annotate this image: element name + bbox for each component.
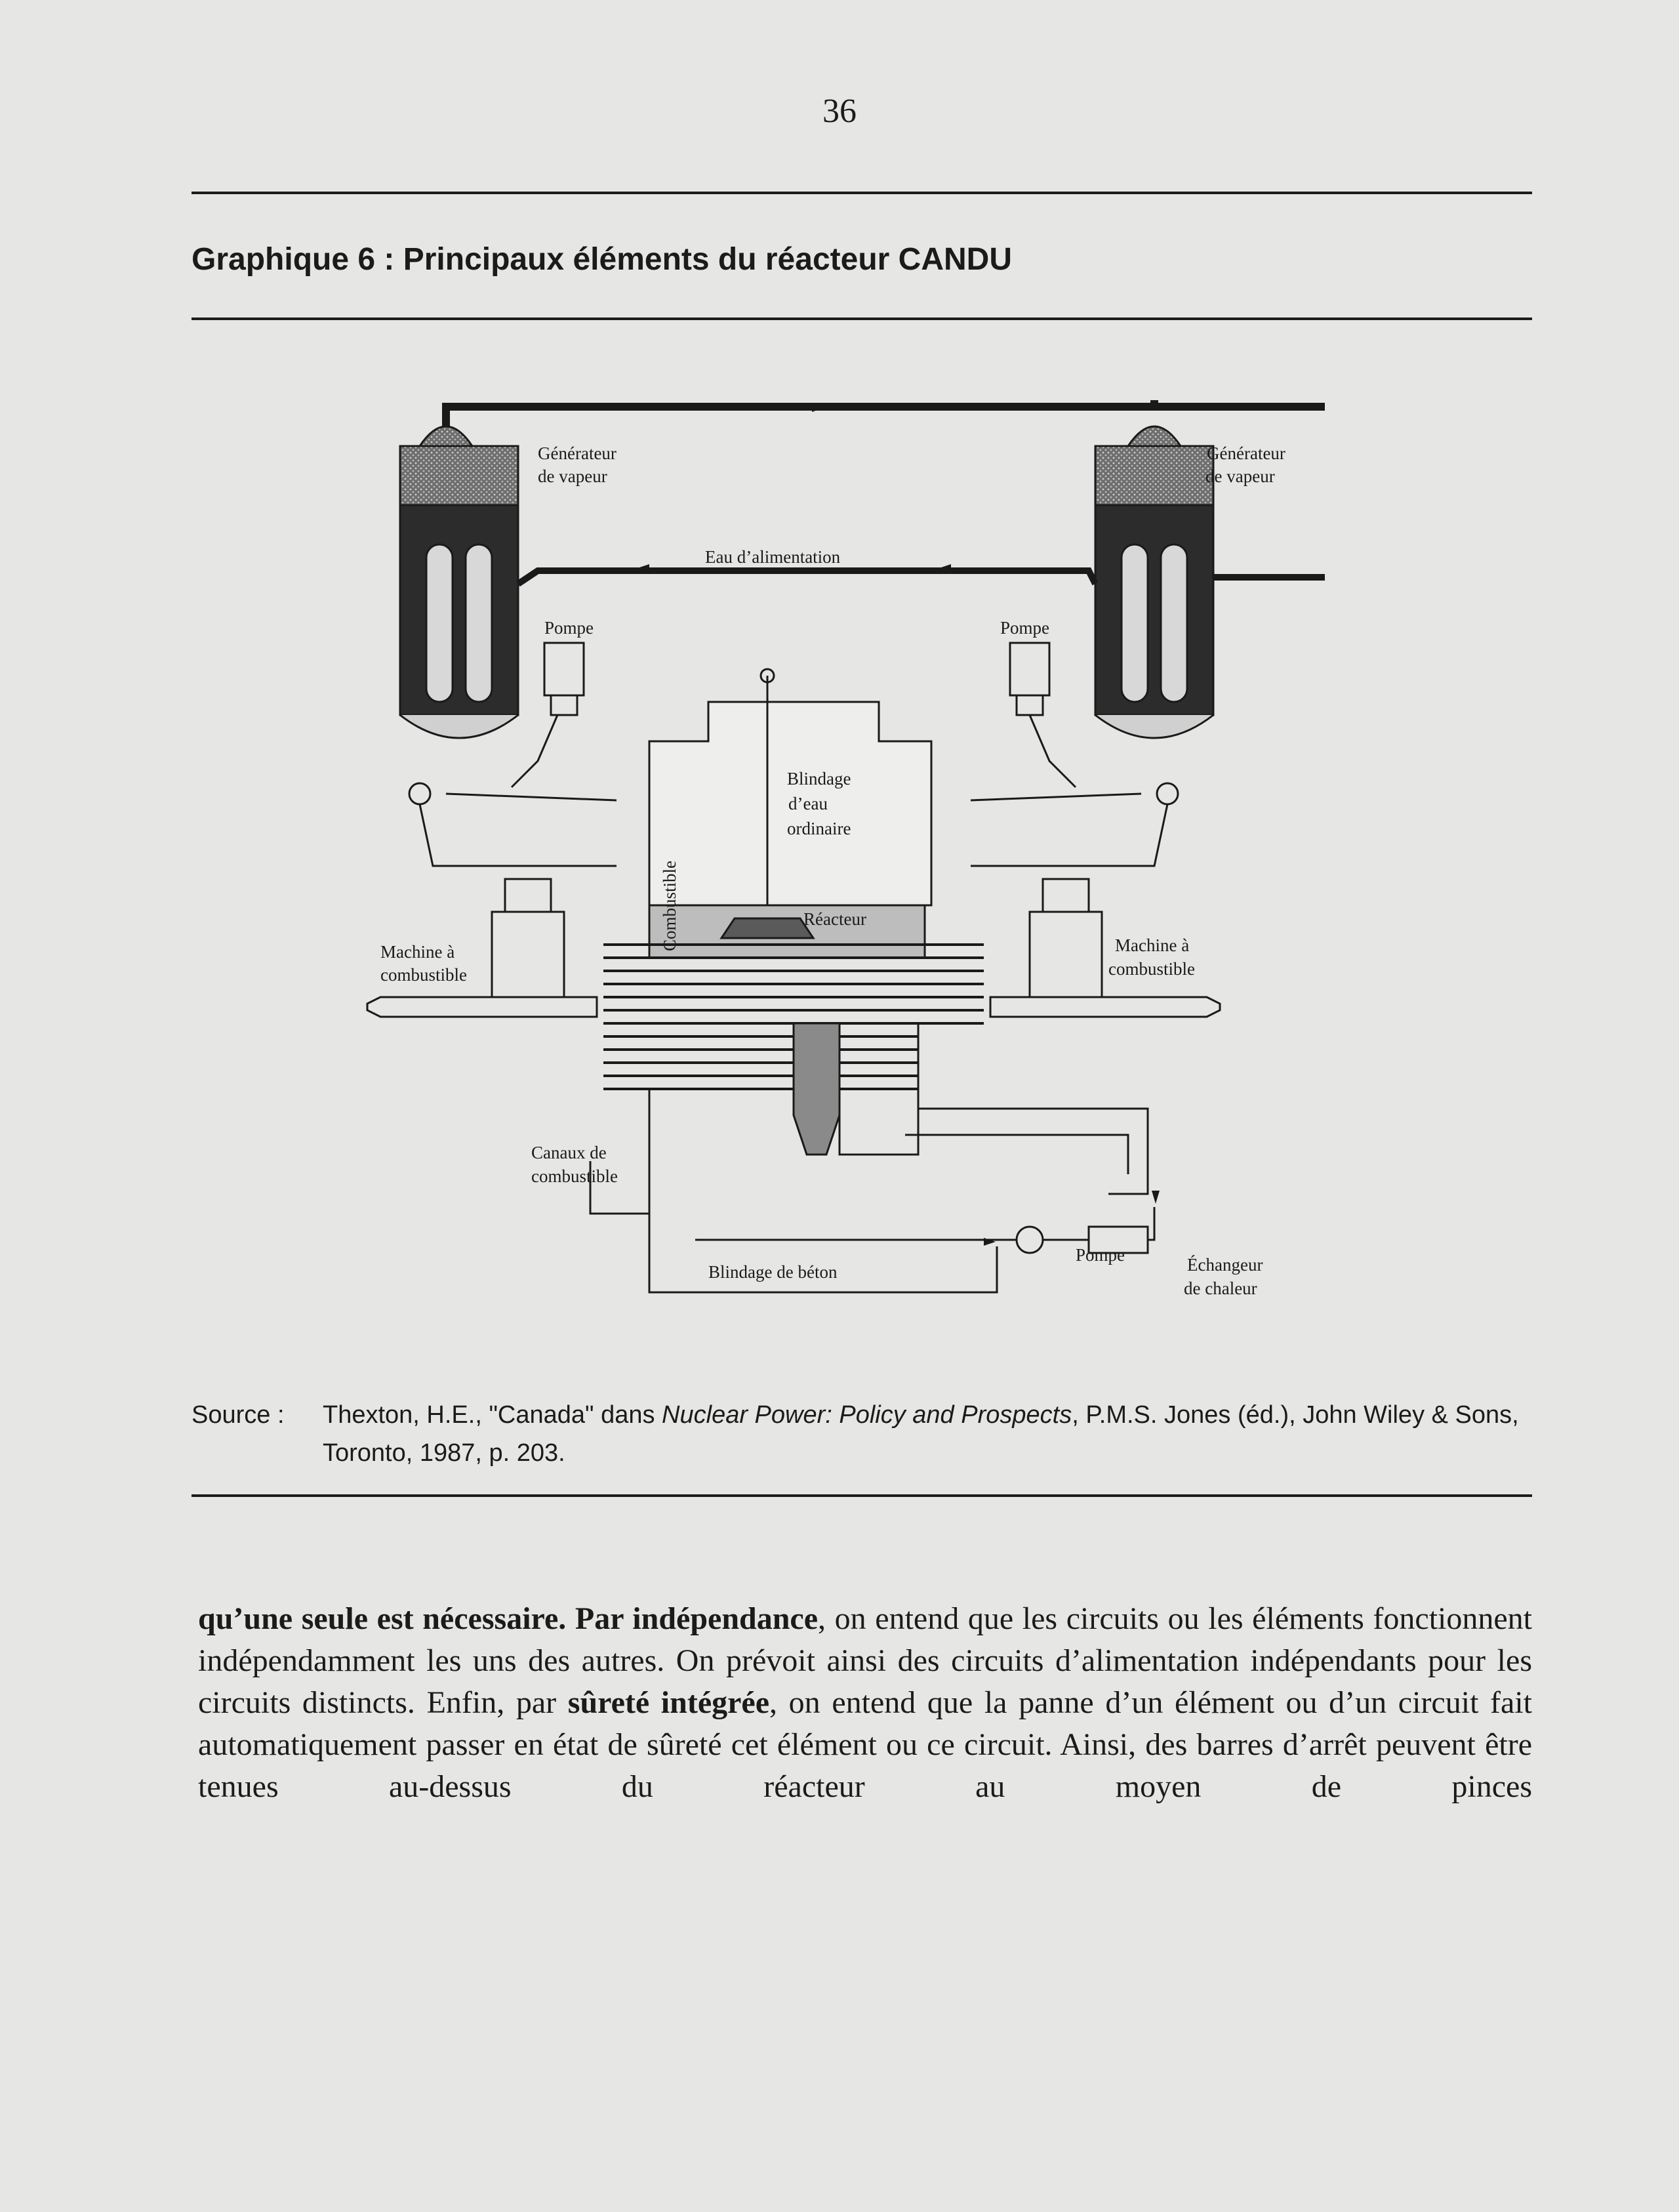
label-steam-generator-left-2: de vapeur	[538, 466, 607, 486]
label-fuel-machine-left-2: combustible	[380, 965, 467, 985]
label-pump-left: Pompe	[544, 618, 594, 638]
label-pump-right: Pompe	[1000, 618, 1050, 638]
label-fuel-machine-right-2: combustible	[1108, 959, 1195, 979]
body-paragraph	[198, 1598, 1532, 1808]
pump-left	[512, 643, 584, 787]
source-citation	[323, 1396, 1532, 1472]
label-heat-exchanger-2: de chaleur	[1184, 1279, 1257, 1298]
title-rule	[192, 317, 1532, 320]
figure-source	[192, 1396, 1532, 1467]
source-text: Thexton, H.E., "Canada" dans	[323, 1401, 662, 1429]
pump-right	[1010, 643, 1076, 787]
label-heat-exchanger-1: Échangeur	[1187, 1255, 1263, 1275]
body-text-1: , on entend que les circuits ou les éléments fonctionnent indépendamment les uns des autres. On prévoit ainsi des circuits d’alimentation indépendants pour les circuits distincts. Enfin, par	[198, 1601, 1533, 1720]
body-text-2: , on entend que la panne d’un élément ou d’un circuit fait automatiquement passer en état de sûreté cet élément ou ce circuit. Ainsi, des barres d’arrêt peuvent être tenues au-dessus du réacteur au moyen de pinces	[198, 1685, 1533, 1804]
label-steam-generator-left-1: Générateur	[538, 443, 617, 463]
label-fuel-machine-left-1: Machine à	[380, 942, 455, 962]
feedwater-line	[518, 571, 1095, 584]
label-steam-generator-right-2: de vapeur	[1205, 466, 1275, 486]
label-reactor: Réacteur	[803, 909, 866, 929]
pump-bottom-symbol	[1017, 1227, 1043, 1253]
label-concrete-shield: Blindage de béton	[708, 1262, 838, 1282]
label-feedwater: Eau d’alimentation	[705, 547, 841, 567]
source-book-title: Nuclear Power: Policy and Prospects	[662, 1401, 1072, 1429]
candu-reactor-diagram	[341, 367, 1338, 1312]
label-shield-water-2: d’eau	[788, 794, 828, 813]
page-number: 36	[822, 92, 857, 130]
moderator-vessel	[794, 1023, 840, 1155]
label-shield-water-3: ordinaire	[787, 819, 851, 838]
top-rule	[192, 192, 1532, 194]
label-shield-water-1: Blindage	[787, 769, 851, 789]
steam-generator-left	[400, 426, 518, 738]
label-steam-generator-right-1: Générateur	[1207, 443, 1285, 463]
term-fail-safe: sûreté intégrée	[567, 1685, 770, 1720]
figure-title: Graphique 6 : Principaux éléments du réacteur CANDU	[192, 242, 1012, 277]
label-fuel-channels-2: combustible	[531, 1166, 618, 1186]
label-fuel: Combustible	[660, 860, 679, 951]
label-fuel-channels-1: Canaux de	[531, 1143, 607, 1162]
bottom-rule	[192, 1494, 1532, 1497]
source-publisher: , P.M.S. Jones (éd.), John Wiley & Sons, Toronto, 1987, p. 203.	[323, 1401, 1519, 1467]
label-pump-bottom: Pompe	[1076, 1245, 1125, 1265]
source-label: Source :	[192, 1401, 285, 1429]
steam-pipe	[446, 400, 1154, 440]
label-fuel-machine-right-1: Machine à	[1115, 935, 1190, 955]
term-independence: qu’une seule est nécessaire. Par indépendance	[198, 1601, 819, 1636]
steam-generator-right	[1095, 426, 1213, 738]
